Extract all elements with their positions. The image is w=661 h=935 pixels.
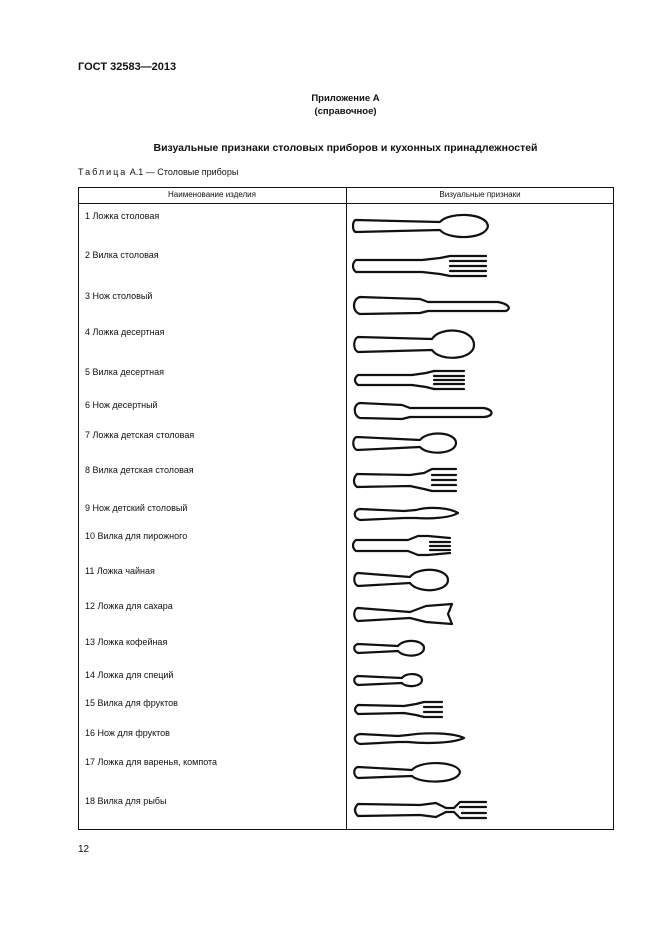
spoon-icon: [354, 604, 452, 624]
spoon-icon: [354, 674, 422, 686]
table-row-label: 4 Ложка десертная: [85, 327, 165, 337]
spoon-icon: [353, 215, 488, 237]
fork-icon: [355, 802, 486, 818]
table-row-label: 6 Нож десертный: [85, 400, 158, 410]
table-row-label: 17 Ложка для варенья, компота: [85, 757, 218, 767]
spoon-icon: [354, 331, 474, 358]
spoon-icon: [354, 763, 460, 781]
spoon-icon: [353, 434, 456, 453]
appendix-subtitle: (справочное): [314, 106, 377, 117]
spoon-icon: [354, 641, 424, 656]
knife-icon: [355, 508, 458, 520]
fork-icon: [355, 371, 464, 389]
table-row-label: 3 Нож столовый: [85, 291, 153, 301]
knife-icon: [355, 403, 492, 419]
fork-icon: [354, 469, 456, 491]
table-row-label: 1 Ложка столовая: [85, 211, 160, 221]
fork-icon: [353, 536, 450, 555]
fork-icon: [353, 256, 486, 276]
table-row-label: 16 Нож для фруктов: [85, 728, 170, 738]
table-caption-rest: А.1 — Столовые приборы: [127, 167, 239, 177]
knife-icon: [354, 297, 509, 314]
document-code: ГОСТ 32583—2013: [78, 61, 177, 73]
table-row-label: 5 Вилка десертная: [85, 367, 164, 377]
table-row-label: 18 Вилка для рыбы: [85, 796, 167, 806]
knife-icon: [355, 733, 464, 744]
spoon-icon: [354, 570, 448, 590]
table-row-label: 14 Ложка для специй: [85, 670, 174, 680]
table-row-label: 10 Вилка для пирожного: [85, 531, 188, 541]
page-number: 12: [78, 844, 90, 855]
section-title: Визуальные признаки столовых приборов и кухонных принадлежностей: [153, 142, 538, 154]
appendix-title: Приложение А: [311, 93, 380, 104]
table-row-label: 8 Вилка детская столовая: [85, 465, 194, 475]
table-row-label: 7 Ложка детская столовая: [85, 430, 195, 440]
table-row-label: 13 Ложка кофейная: [85, 637, 168, 647]
table-row-label: 15 Вилка для фруктов: [85, 698, 178, 708]
table-caption-prefix: Таблица: [78, 167, 128, 177]
table-row-label: 12 Ложка для сахара: [85, 601, 173, 611]
table-row-label: 11 Ложка чайная: [85, 566, 155, 576]
fork-icon: [355, 702, 442, 717]
table-row-label: 2 Вилка столовая: [85, 250, 159, 260]
column-header-visual: Визуальные признаки: [439, 190, 521, 199]
column-header-name: Наименование изделия: [168, 190, 256, 199]
table-row-label: 9 Нож детский столовый: [85, 503, 188, 513]
